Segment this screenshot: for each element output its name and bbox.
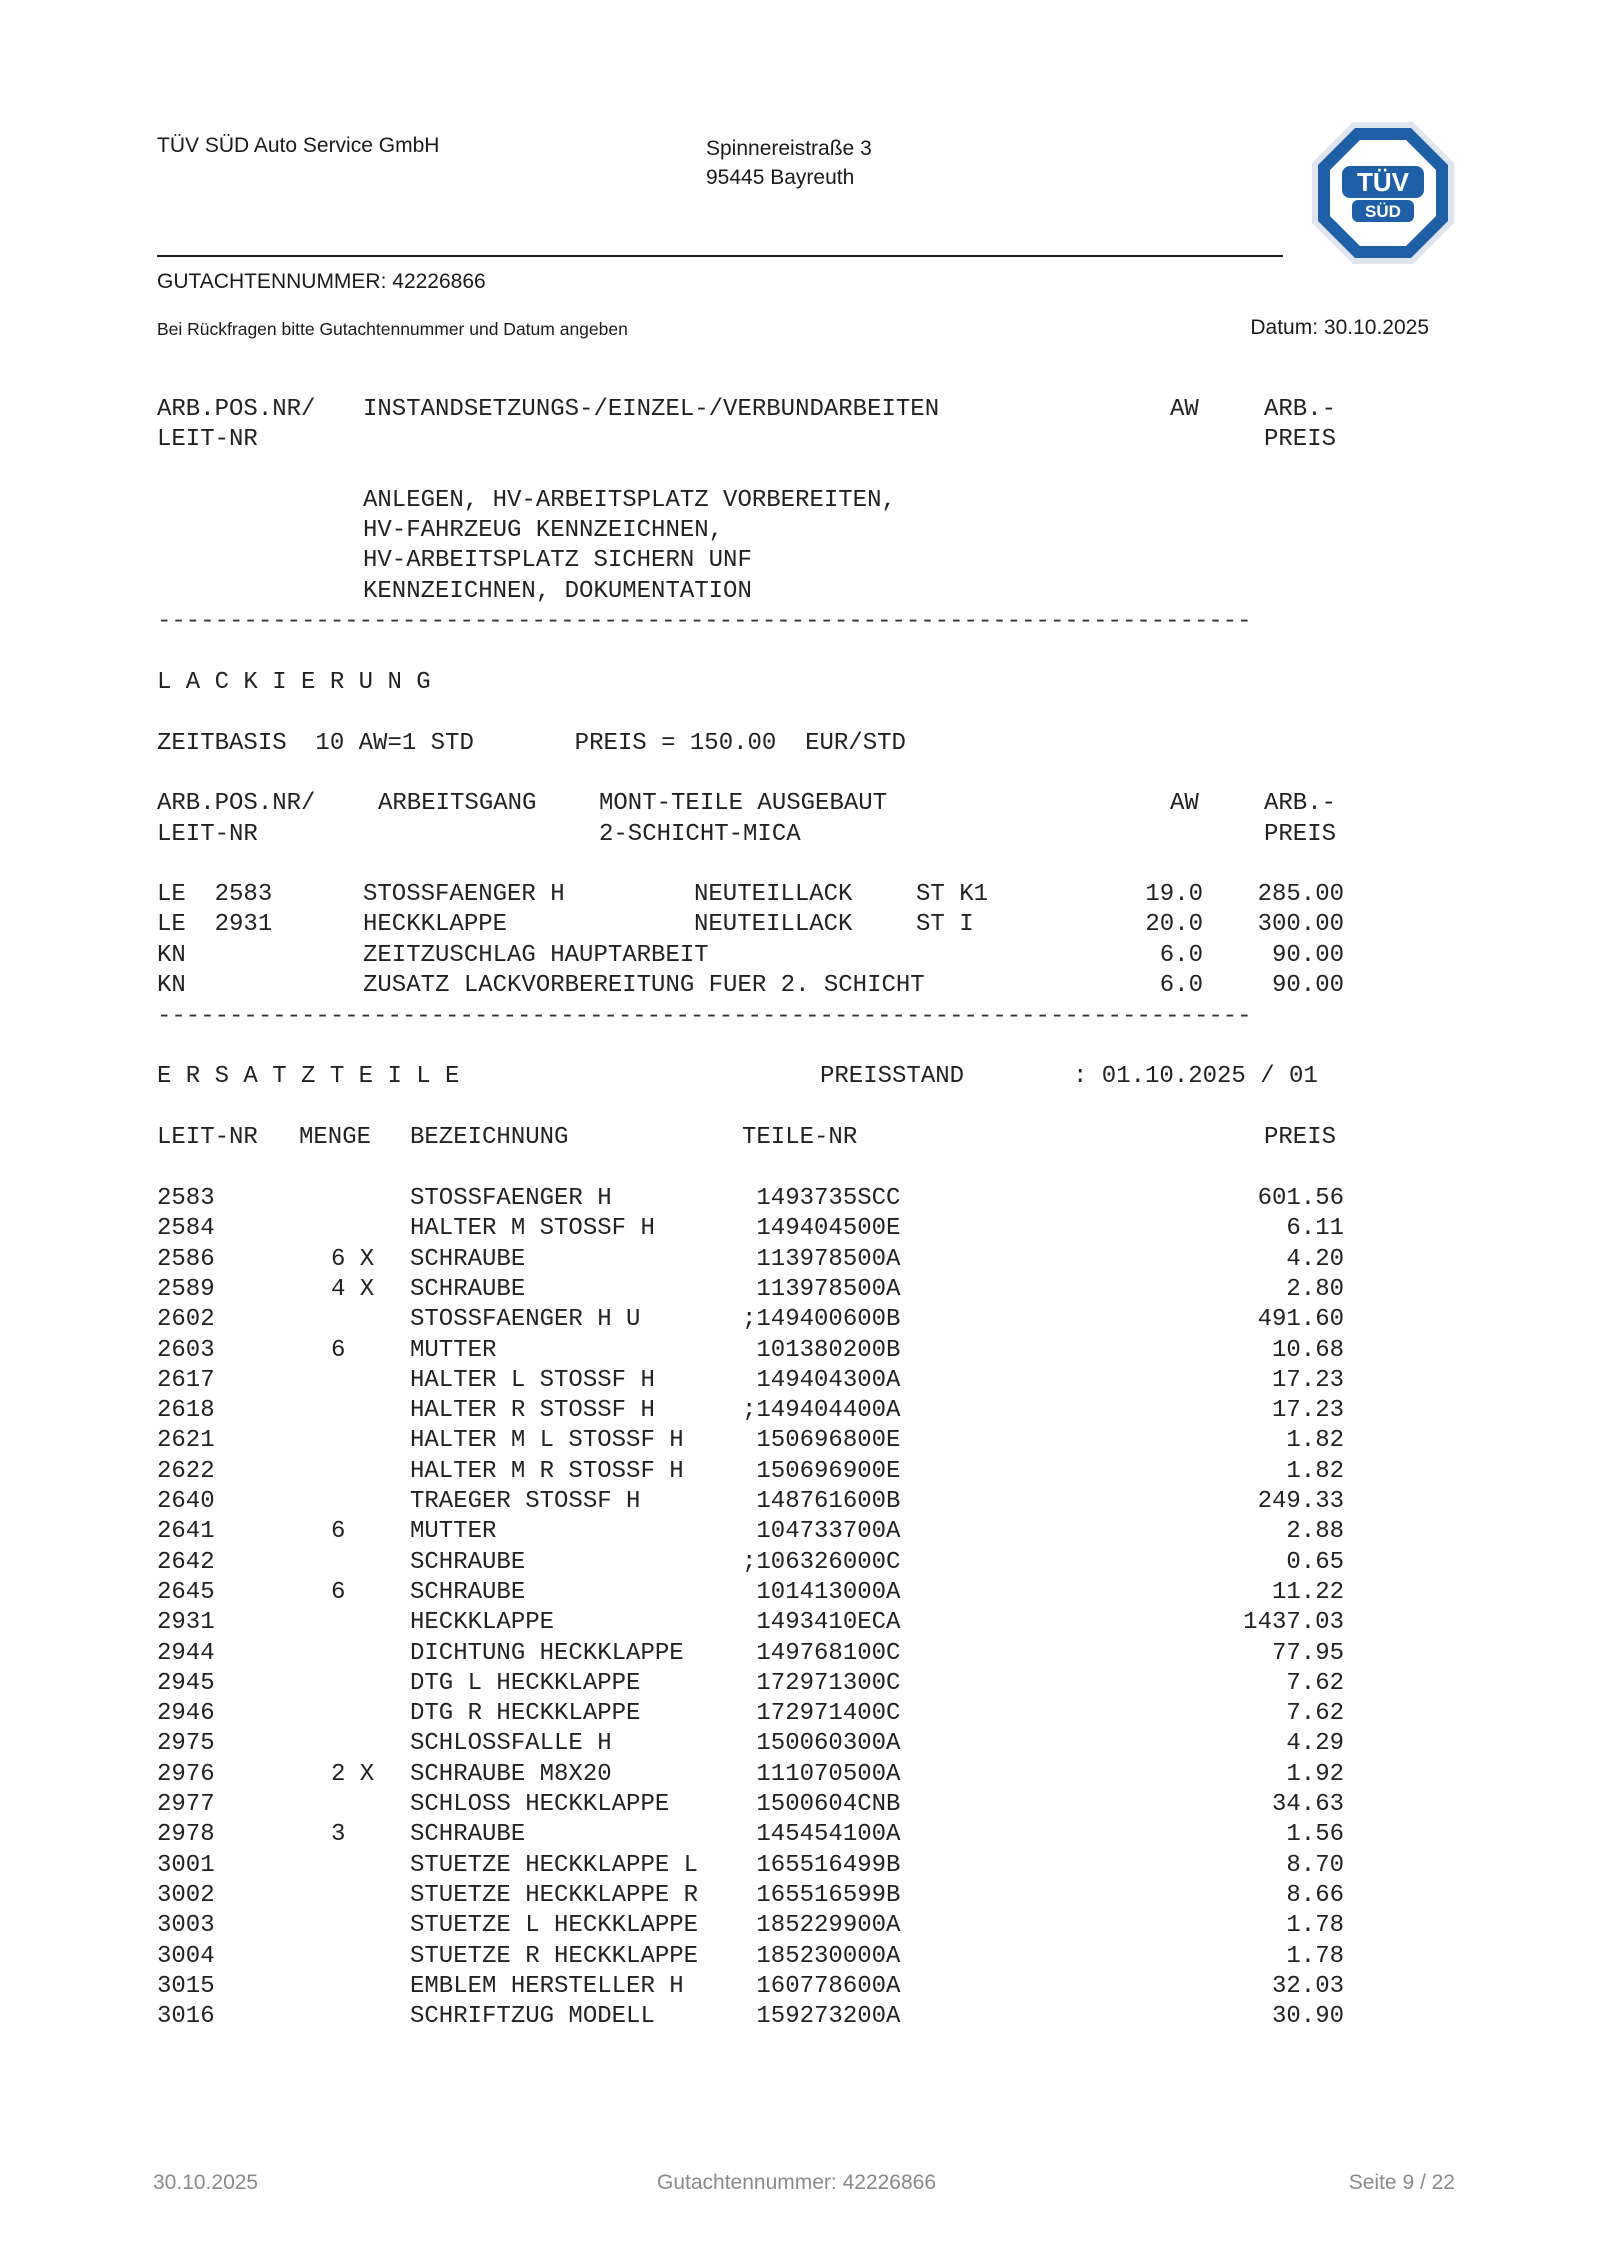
et-preis: 7.62	[1286, 1669, 1344, 1697]
et-teilenr: 104733700A	[742, 1518, 901, 1546]
et-preis: 491.60	[1257, 1306, 1344, 1334]
et-preis: 1437.03	[1243, 1609, 1344, 1637]
et-leit: 3015	[157, 1972, 215, 2000]
et-leit: 2945	[157, 1669, 215, 1697]
et-header-menge: MENGE	[299, 1124, 372, 1151]
ersatzteile-row	[0, 1669, 1600, 1699]
lack-pos: LE 2583	[157, 881, 273, 908]
et-preis: 8.70	[1286, 1851, 1344, 1879]
et-preis: 2.88	[1286, 1518, 1344, 1546]
lack-aw: 6.0	[1159, 971, 1203, 999]
et-bezeichnung: EMBLEM HERSTELLER H	[410, 1972, 684, 2000]
et-preis: 0.65	[1286, 1548, 1344, 1576]
lack-art: NEUTEILLACK	[694, 911, 853, 939]
et-leit: 2645	[157, 1578, 215, 1606]
ersatzteile-row	[0, 1548, 1600, 1578]
et-menge: 6 X	[331, 1245, 375, 1273]
et-bezeichnung: DTG L HECKKLAPPE	[410, 1669, 641, 1697]
footer-page-number: Seite 9 / 22	[1348, 2171, 1455, 2194]
dashed-separator-1: ----------------------------------------------------------------------------	[157, 608, 1252, 635]
et-teilenr: 1493410ECA	[742, 1609, 901, 1637]
ersatzteile-row	[0, 1639, 1600, 1669]
ersatzteile-row	[0, 1942, 1600, 1972]
et-teilenr: 145454100A	[742, 1821, 901, 1849]
lack-st: ST I	[916, 911, 974, 939]
et-menge: 6	[331, 1578, 346, 1606]
ersatzteile-row	[0, 1820, 1600, 1850]
arbeiten-text-3: HV-ARBEITSPLATZ SICHERN UNF	[363, 547, 752, 574]
et-bezeichnung: SCHRAUBE	[410, 1245, 526, 1273]
ersatzteile-row	[0, 1699, 1600, 1729]
et-teilenr: 172971300C	[742, 1669, 901, 1697]
et-bezeichnung: HECKKLAPPE	[410, 1609, 555, 1637]
et-preis: 4.29	[1286, 1730, 1344, 1758]
et-bezeichnung: STOSSFAENGER H	[410, 1185, 612, 1212]
et-preis: 10.68	[1271, 1336, 1344, 1364]
et-menge: 3	[331, 1821, 346, 1849]
lack-header-mont-2: 2-SCHICHT-MICA	[599, 821, 801, 848]
et-bezeichnung: HALTER L STOSSF H	[410, 1366, 655, 1394]
et-preis: 7.62	[1286, 1700, 1344, 1728]
et-leit: 3001	[157, 1851, 215, 1879]
et-preis: 34.63	[1271, 1791, 1344, 1818]
et-bezeichnung: SCHRAUBE M8X20	[410, 1760, 612, 1788]
ersatzteile-row	[0, 1245, 1600, 1275]
et-menge: 6	[331, 1518, 346, 1546]
lack-desc: ZUSATZ LACKVORBEREITUNG FUER 2. SCHICHT	[363, 971, 925, 999]
et-leit: 2584	[157, 1215, 215, 1243]
lackierung-zeitbasis: ZEITBASIS 10 AW=1 STD PREIS = 150.00 EUR/STD	[157, 730, 906, 757]
et-preis: 77.95	[1271, 1639, 1344, 1667]
et-teilenr: ;149400600B	[742, 1306, 901, 1334]
lack-desc: HECKKLAPPE	[363, 911, 508, 939]
ersatzteile-row	[0, 1457, 1600, 1487]
footer-gutachten: Gutachtennummer: 42226866	[657, 2171, 937, 2194]
et-leit: 2618	[157, 1397, 215, 1425]
ersatzteile-row	[0, 1911, 1600, 1941]
et-bezeichnung: MUTTER	[410, 1336, 497, 1364]
ersatzteile-row	[0, 1366, 1600, 1396]
et-leit: 2946	[157, 1700, 215, 1728]
ersatzteile-row	[0, 1881, 1600, 1911]
arbeiten-header-left-1: ARB.POS.NR/	[157, 396, 316, 423]
lack-desc: ZEITZUSCHLAG HAUPTARBEIT	[363, 941, 709, 969]
et-leit: 2640	[157, 1488, 215, 1515]
address-city: 95445 Bayreuth	[706, 166, 855, 189]
et-bezeichnung: STUETZE R HECKKLAPPE	[410, 1942, 699, 1970]
et-teilenr: 185229900A	[742, 1912, 901, 1940]
et-teilenr: 113978500A	[742, 1275, 901, 1303]
lack-pos: KN	[157, 971, 186, 999]
et-teilenr: 1493735SCC	[742, 1185, 901, 1212]
et-leit: 2944	[157, 1639, 215, 1667]
et-teilenr: 149404500E	[742, 1215, 901, 1243]
ersatzteile-title: E R S A T Z T E I L E	[157, 1063, 460, 1090]
preisstand-value: : 01.10.2025 / 01	[1073, 1063, 1318, 1090]
arbeiten-text-1: ANLEGEN, HV-ARBEITSPLATZ VORBEREITEN,	[363, 487, 896, 514]
et-teilenr: ;149404400A	[742, 1397, 901, 1425]
lackierung-title: L A C K I E R U N G	[157, 669, 431, 696]
et-bezeichnung: HALTER M STOSSF H	[410, 1215, 655, 1243]
ersatzteile-row	[0, 1275, 1600, 1305]
et-preis: 1.56	[1286, 1821, 1344, 1849]
et-menge: 6	[331, 1336, 346, 1364]
et-header-bezeichnung: BEZEICHNUNG	[410, 1124, 569, 1151]
et-leit: 2602	[157, 1306, 215, 1334]
et-bezeichnung: SCHRAUBE	[410, 1578, 526, 1606]
et-preis: 1.92	[1286, 1760, 1344, 1788]
lack-preis: 285.00	[1257, 881, 1344, 908]
et-preis: 30.90	[1271, 2003, 1344, 2031]
ersatzteile-row	[0, 2002, 1600, 2032]
et-bezeichnung: STUETZE L HECKKLAPPE	[410, 1912, 699, 1940]
lack-st: ST K1	[916, 881, 989, 908]
lack-header-preis-1: ARB.-	[1264, 790, 1337, 817]
ersatzteile-row	[0, 1972, 1600, 2002]
lack-aw: 6.0	[1159, 941, 1203, 969]
arbeiten-header-aw: AW	[1170, 396, 1199, 423]
et-preis: 17.23	[1271, 1366, 1344, 1394]
lackierung-row	[0, 880, 1600, 910]
logo-text-top: TÜV	[1357, 167, 1409, 197]
et-bezeichnung: STUETZE HECKKLAPPE L	[410, 1851, 699, 1879]
et-preis: 249.33	[1257, 1488, 1344, 1515]
et-teilenr: 149768100C	[742, 1639, 901, 1667]
lack-preis: 90.00	[1271, 941, 1344, 969]
et-preis: 17.23	[1271, 1397, 1344, 1425]
inquiry-hint: Bei Rückfragen bitte Gutachtennummer und Datum angeben	[157, 319, 628, 339]
et-teilenr: 113978500A	[742, 1245, 901, 1273]
et-header-preis: PREIS	[1264, 1124, 1337, 1151]
et-preis: 2.80	[1286, 1275, 1344, 1303]
lack-header-mont: MONT-TEILE AUSGEBAUT	[599, 790, 888, 817]
et-bezeichnung: HALTER M R STOSSF H	[410, 1457, 684, 1485]
company-name: TÜV SÜD Auto Service GmbH	[157, 134, 440, 157]
et-header-leit: LEIT-NR	[157, 1124, 258, 1151]
et-teilenr: 150696900E	[742, 1457, 901, 1485]
et-teilenr: 172971400C	[742, 1700, 901, 1728]
lack-header-left-2: LEIT-NR	[157, 821, 258, 848]
et-bezeichnung: STOSSFAENGER H U	[410, 1306, 641, 1334]
arbeiten-header-title: INSTANDSETZUNGS-/EINZEL-/VERBUNDARBEITEN	[363, 396, 940, 423]
tuev-sued-logo	[1308, 118, 1458, 268]
et-leit: 2617	[157, 1366, 215, 1394]
preisstand-label: PREISSTAND	[820, 1063, 965, 1090]
et-preis: 1.82	[1286, 1427, 1344, 1455]
lackierung-row	[0, 941, 1600, 971]
et-teilenr: 185230000A	[742, 1942, 901, 1970]
et-leit: 2589	[157, 1275, 215, 1303]
lack-preis: 300.00	[1257, 911, 1344, 939]
et-leit: 2978	[157, 1821, 215, 1849]
et-bezeichnung: HALTER M L STOSSF H	[410, 1427, 684, 1455]
et-leit: 3003	[157, 1912, 215, 1940]
ersatzteile-row	[0, 1729, 1600, 1759]
et-leit: 2621	[157, 1427, 215, 1455]
et-bezeichnung: SCHLOSSFALLE H	[410, 1730, 612, 1758]
et-bezeichnung: DICHTUNG HECKKLAPPE	[410, 1639, 684, 1667]
lack-pos: LE 2931	[157, 911, 273, 939]
et-bezeichnung: DTG R HECKKLAPPE	[410, 1700, 641, 1728]
ersatzteile-row	[0, 1426, 1600, 1456]
lack-header-preis-2: PREIS	[1264, 821, 1337, 848]
header-divider	[157, 255, 1283, 257]
logo-text-bottom: SÜD	[1365, 202, 1401, 221]
dashed-separator-2: ----------------------------------------------------------------------------	[157, 1003, 1252, 1030]
address-street: Spinnereistraße 3	[706, 137, 872, 160]
et-teilenr: 149404300A	[742, 1366, 901, 1394]
et-leit: 2975	[157, 1730, 215, 1758]
et-leit: 2642	[157, 1548, 215, 1576]
ersatzteile-row	[0, 1578, 1600, 1608]
et-leit: 3016	[157, 2003, 215, 2031]
lack-desc: STOSSFAENGER H	[363, 881, 565, 908]
et-leit: 2977	[157, 1791, 215, 1818]
et-teilenr: 150060300A	[742, 1730, 901, 1758]
lack-pos: KN	[157, 941, 186, 969]
lack-header-arbeitsgang: ARBEITSGANG	[378, 790, 537, 817]
et-menge: 4 X	[331, 1275, 375, 1303]
et-teilenr: 101380200B	[742, 1336, 901, 1364]
lack-art: NEUTEILLACK	[694, 881, 853, 908]
et-preis: 1.78	[1286, 1912, 1344, 1940]
lackierung-row	[0, 910, 1600, 940]
et-preis: 1.78	[1286, 1942, 1344, 1970]
et-preis: 601.56	[1257, 1185, 1344, 1212]
et-preis: 1.82	[1286, 1457, 1344, 1485]
et-leit: 3004	[157, 1942, 215, 1970]
et-teilenr: 101413000A	[742, 1578, 901, 1606]
ersatzteile-row	[0, 1214, 1600, 1244]
company-address	[706, 134, 872, 192]
arbeiten-header-preis-1: ARB.-	[1264, 396, 1337, 423]
gutachten-number: GUTACHTENNUMMER: 42226866	[157, 270, 486, 293]
et-leit: 2641	[157, 1518, 215, 1546]
et-leit: 2603	[157, 1336, 215, 1364]
et-teilenr: 160778600A	[742, 1972, 901, 2000]
et-bezeichnung: MUTTER	[410, 1518, 497, 1546]
et-teilenr: ;106326000C	[742, 1548, 901, 1576]
et-teilenr: 111070500A	[742, 1760, 901, 1788]
et-header-teilenr: TEILE-NR	[742, 1124, 858, 1151]
ersatzteile-row	[0, 1336, 1600, 1366]
et-teilenr: 159273200A	[742, 2003, 901, 2031]
lack-preis: 90.00	[1271, 971, 1344, 999]
lack-header-left-1: ARB.POS.NR/	[157, 790, 316, 817]
lackierung-row	[0, 971, 1600, 1001]
et-leit: 2583	[157, 1185, 215, 1212]
et-teilenr: 165516499B	[742, 1851, 901, 1879]
ersatzteile-row	[0, 1517, 1600, 1547]
et-bezeichnung: HALTER R STOSSF H	[410, 1397, 655, 1425]
arbeiten-header-left-2: LEIT-NR	[157, 426, 258, 453]
ersatzteile-row	[0, 1184, 1600, 1214]
et-leit: 2931	[157, 1609, 215, 1637]
et-bezeichnung: SCHRIFTZUG MODELL	[410, 2003, 655, 2031]
ersatzteile-row	[0, 1396, 1600, 1426]
et-bezeichnung: TRAEGER STOSSF H	[410, 1488, 641, 1515]
lack-aw: 19.0	[1145, 881, 1203, 908]
et-bezeichnung: SCHRAUBE	[410, 1548, 526, 1576]
document-date: Datum: 30.10.2025	[1250, 316, 1429, 339]
footer-date: 30.10.2025	[153, 2171, 259, 2194]
ersatzteile-row	[0, 1305, 1600, 1335]
lack-header-aw: AW	[1170, 790, 1199, 817]
et-preis: 11.22	[1271, 1578, 1344, 1606]
arbeiten-header-preis-2: PREIS	[1264, 426, 1337, 453]
et-bezeichnung: SCHLOSS HECKKLAPPE	[410, 1791, 670, 1818]
et-preis: 6.11	[1286, 1215, 1344, 1243]
et-teilenr: 148761600B	[742, 1488, 901, 1515]
et-leit: 2622	[157, 1457, 215, 1485]
arbeiten-text-2: HV-FAHRZEUG KENNZEICHNEN,	[363, 517, 724, 544]
et-teilenr: 150696800E	[742, 1427, 901, 1455]
ersatzteile-row	[0, 1608, 1600, 1638]
et-teilenr: 165516599B	[742, 1881, 901, 1909]
et-bezeichnung: SCHRAUBE	[410, 1275, 526, 1303]
et-preis: 32.03	[1271, 1972, 1344, 2000]
et-leit: 2586	[157, 1245, 215, 1273]
et-preis: 4.20	[1286, 1245, 1344, 1273]
et-menge: 2 X	[331, 1760, 375, 1788]
et-preis: 8.66	[1286, 1881, 1344, 1909]
lack-aw: 20.0	[1145, 911, 1203, 939]
ersatzteile-row	[0, 1487, 1600, 1517]
ersatzteile-row	[0, 1790, 1600, 1820]
et-leit: 2976	[157, 1760, 215, 1788]
et-leit: 3002	[157, 1881, 215, 1909]
arbeiten-text-4: KENNZEICHNEN, DOKUMENTATION	[363, 578, 752, 605]
et-bezeichnung: STUETZE HECKKLAPPE R	[410, 1881, 699, 1909]
et-teilenr: 1500604CNB	[742, 1791, 901, 1818]
ersatzteile-row	[0, 1851, 1600, 1881]
ersatzteile-row	[0, 1760, 1600, 1790]
et-bezeichnung: SCHRAUBE	[410, 1821, 526, 1849]
